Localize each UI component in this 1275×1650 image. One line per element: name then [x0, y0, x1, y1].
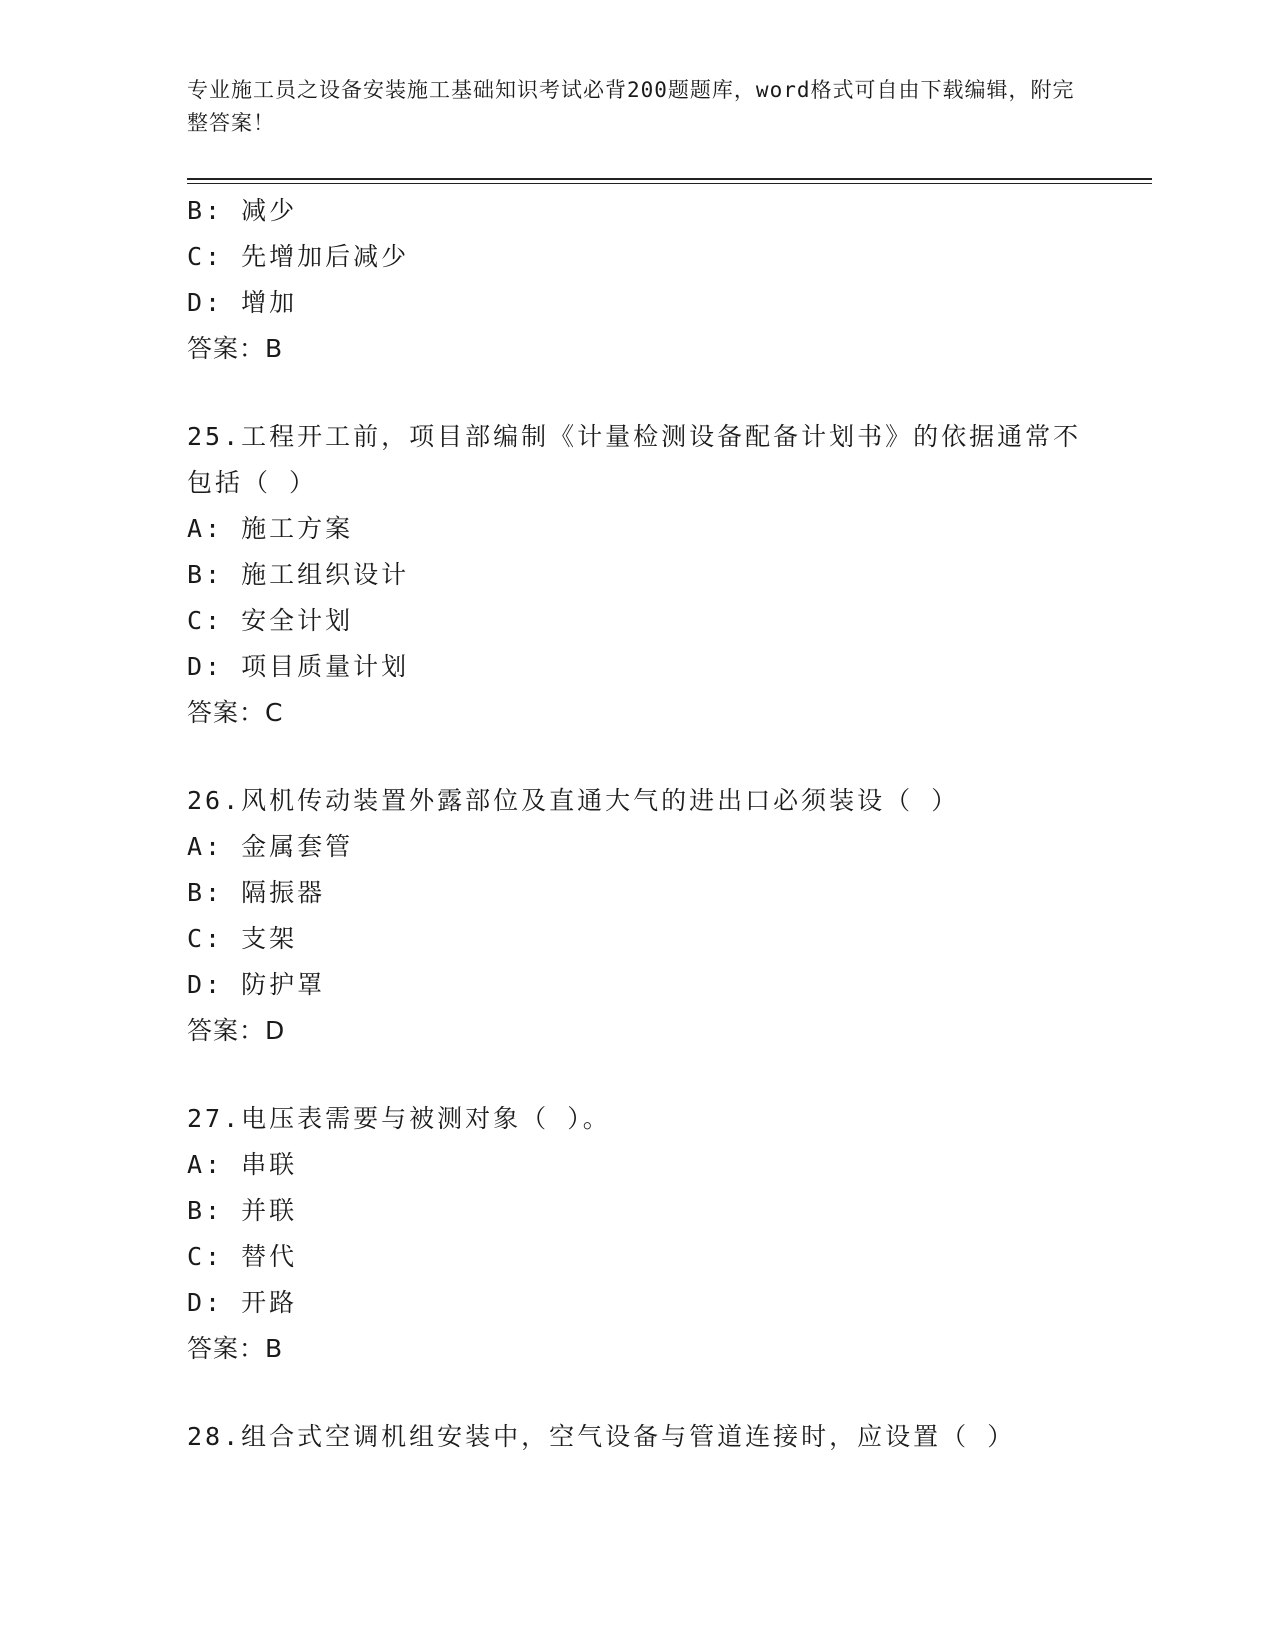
option-c: C: 支架 [187, 924, 298, 953]
option-d: D: 防护罩 [187, 970, 326, 999]
document-header: 专业施工员之设备安装施工基础知识考试必背200题题库，word格式可自由下载编辑，附完整答案！ [187, 78, 1075, 135]
question-27 [187, 1096, 1152, 1372]
question-text: 25.工程开工前，项目部编制《计量检测设备配备计划书》的依据通常不包括（ ） [187, 422, 1082, 497]
option-b: B: 施工组织设计 [187, 560, 410, 589]
option-b: B: 减少 [187, 196, 298, 225]
answer-label: 答案：B [187, 334, 284, 363]
option-b: B: 并联 [187, 1196, 298, 1225]
question-28 [187, 1414, 1152, 1460]
answer-label: 答案：C [187, 698, 284, 727]
question-list [187, 188, 1152, 1460]
option-a: A: 施工方案 [187, 514, 354, 543]
option-c: C: 安全计划 [187, 606, 354, 635]
answer-label: 答案：B [187, 1334, 284, 1363]
question-24-continuation [187, 188, 1152, 372]
question-text: 28.组合式空调机组安装中，空气设备与管道连接时，应设置（ ） [187, 1422, 1016, 1451]
answer-label: 答案：D [187, 1016, 286, 1045]
option-a: A: 金属套管 [187, 832, 354, 861]
header-divider-thin [187, 183, 1152, 184]
option-d: D: 开路 [187, 1288, 298, 1317]
option-d: D: 增加 [187, 288, 298, 317]
question-26 [187, 778, 1152, 1054]
question-text: 26.风机传动装置外露部位及直通大气的进出口必须装设（ ） [187, 786, 960, 815]
option-c: C: 先增加后减少 [187, 242, 410, 271]
question-25 [187, 414, 1152, 736]
option-b: B: 隔振器 [187, 878, 326, 907]
option-d: D: 项目质量计划 [187, 652, 410, 681]
option-c: C: 替代 [187, 1242, 298, 1271]
header-divider-thick [187, 178, 1152, 180]
question-text: 27.电压表需要与被测对象（ ）。 [187, 1104, 611, 1133]
option-a: A: 串联 [187, 1150, 298, 1179]
